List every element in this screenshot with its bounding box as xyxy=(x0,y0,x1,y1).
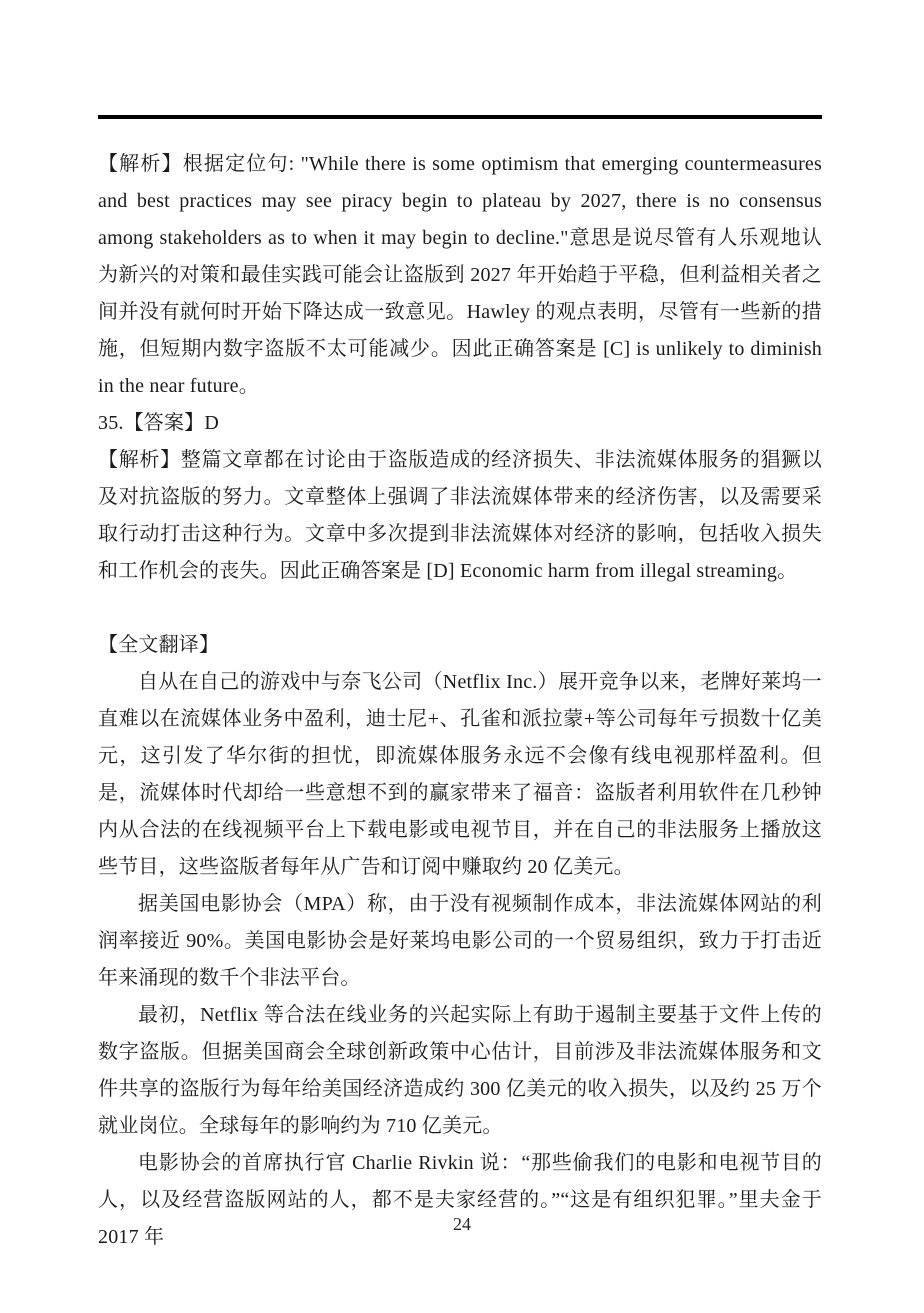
translation-heading: 【全文翻译】 xyxy=(98,634,220,656)
page-content xyxy=(98,146,822,1256)
translation-paragraph-1: 自从在自己的游戏中与奈飞公司（Netflix Inc.）展开竞争以来，老牌好莱坞一直难以在流媒体业务中盈利，迪士尼+、孔雀和派拉蒙+等公司每年亏损数十亿美元，这引发了华尔街的担忧，即流媒体服务永远不会像有线电视那样盈利。但是，流媒体时代却给一些意想不到的赢家带来了福音：盗版者利用软件在几秒钟内从合法的在线视频平台上下载电影或电视节目，并在自己的非法服务上播放这些节目，这些盗版者每年从广告和订阅中赚取约 20 亿美元。 xyxy=(98,671,822,878)
translation-paragraph-4: 电影协会的首席执行官 Charlie Rivkin 说：“那些偷我们的电影和电视节目的人，以及经营盗版网站的人，都不是夫家经营的。”“这是有组织犯罪。”里夫金于 2017 年 xyxy=(98,1152,822,1248)
q34-analysis-paragraph: 【解析】根据定位句: "While there is some optimism that emerging countermeasures and best practices may see piracy begin to plateau by 2027, there is no consensus among stakeholders as to when it may begin to decline."意思是说尽管有人乐观地认为新兴的对策和最佳实践可能会让盗版到 2027 年开始趋于平稳，但利益相关者之间并没有就何时开始下降达成一致意见。Hawley 的观点表明，尽管有一些新的措施，但短期内数字盗版不太可能减少。因此正确答案是 [C] is unlikely to diminish in the near future。 xyxy=(98,153,822,397)
q35-analysis-paragraph: 【解析】整篇文章都在讨论由于盗版造成的经济损失、非法流媒体服务的猖獗以及对抗盗版的努力。文章整体上强调了非法流媒体带来的经济伤害，以及需要采取行动打击这种行为。文章中多次提到非法流媒体对经济的影响，包括收入损失和工作机会的丧失。因此正确答案是 [D] Economic harm from illegal streaming。 xyxy=(98,449,822,582)
translation-paragraph-2: 据美国电影协会（MPA）称，由于没有视频制作成本，非法流媒体网站的利润率接近 90%。美国电影协会是好莱坞电影公司的一个贸易组织，致力于打击近年来涌现的数千个非法平台。 xyxy=(98,893,822,989)
header-rule xyxy=(98,115,822,119)
page-number: 24 xyxy=(453,1214,471,1234)
q35-answer-line: 35.【答案】D xyxy=(98,412,220,434)
translation-paragraph-3: 最初，Netflix 等合法在线业务的兴起实际上有助于遏制主要基于文件上传的数字盗版。但据美国商会全球创新政策中心估计，目前涉及非法流媒体服务和文件共享的盗版行为每年给美国经济造成约 300 亿美元的收入损失，以及约 25 万个就业岗位。全球每年的影响约为 710 亿美元。 xyxy=(98,1004,822,1137)
